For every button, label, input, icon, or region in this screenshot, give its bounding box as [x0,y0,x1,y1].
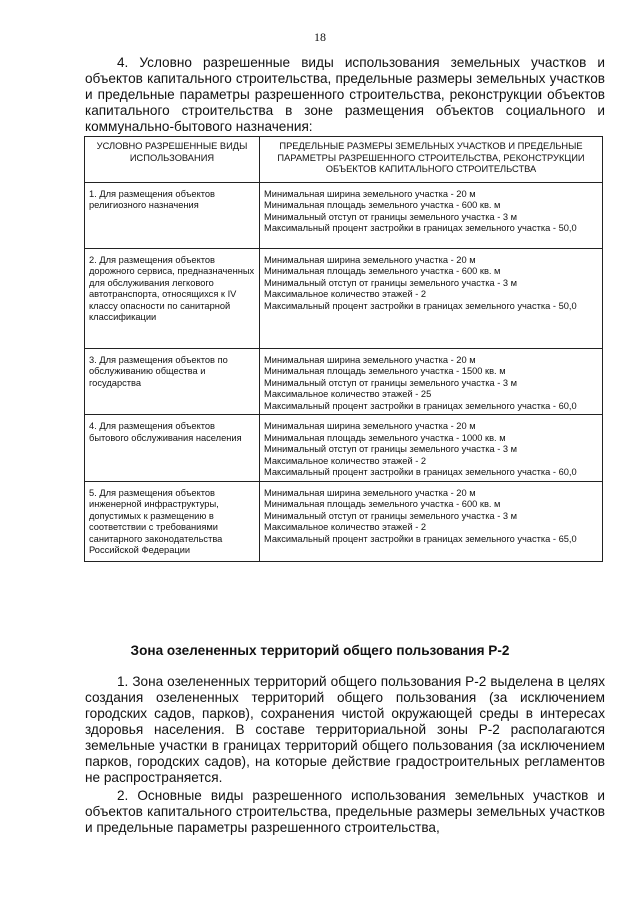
param-line: Минимальная площадь земельного участка - 1500 кв. м [264,366,506,376]
use-cell: 2. Для размещения объектов дорожного сервиса, предназначенных для обслуживания легкового автотранспорта, относящихся к IV классу опасности по санитарной классификации [85,248,260,348]
param-line: Минимальный отступ от границы земельного участка - 3 м [264,510,518,521]
param-line: Минимальная площадь земельного участка - 600 кв. м [264,266,501,276]
use-cell: 5. Для размещения объектов инженерной инфраструктуры, допустимых к размещению в соответствии с требованиями санитарного законодательства Российской Федерации [85,481,260,561]
table-row [85,415,603,482]
param-line: Максимальное количество этажей - 2 [264,522,427,532]
table-row [85,248,603,348]
param-line: Минимальный отступ от границы земельного участка - 3 м [264,377,518,388]
param-line: Минимальная ширина земельного участка - 20 м [264,188,476,199]
params-cell [260,248,603,348]
page-number: 18 [314,30,326,44]
param-line: Минимальная ширина земельного участка - 20 м [264,254,476,265]
param-line: Минимальный отступ от границы земельного участка - 3 м [264,211,518,222]
paragraph-zone-description: 1. Зона озелененных территорий общего пользования Р-2 выделена в целях создания озелененных территорий общего пользования (за исключением городских садов, парков), сохранения чистой окружающей среды в интересах здоровья населения. В составе территориальной зоны Р-2 располагаются земельные участки в границах территорий общего пользования (за исключением парков, городских садов), на которые действие градостроительных регламентов не распространяется. [85,674,605,785]
use-cell: 1. Для размещения объектов религиозного назначения [85,182,260,248]
param-line: Минимальная площадь земельного участка - 600 кв. м [264,200,501,210]
param-line: Минимальный отступ от границы земельного участка - 3 м [264,277,518,288]
header-permitted-uses: УСЛОВНО РАЗРЕШЕННЫЕ ВИДЫ ИСПОЛЬЗОВАНИЯ [85,137,260,183]
table-header-row [85,137,603,183]
param-line: Максимальный процент застройки в границах земельного участка - 50,0 [264,223,577,233]
param-line: Минимальная ширина земельного участка - 20 м [264,421,476,431]
param-line: Максимальное количество этажей - 2 [264,289,427,299]
section-heading: Зона озелененных территорий общего пользования Р-2 [130,643,510,658]
param-line: Максимальный процент застройки в границах земельного участка - 50,0 [264,300,577,311]
params-cell [260,415,603,482]
param-line: Максимальное количество этажей - 2 [264,455,427,466]
params-cell [260,182,603,248]
param-line: Минимальная площадь земельного участка - 600 кв. м [264,499,501,509]
param-line: Минимальная ширина земельного участка - 20 м [264,354,476,365]
paragraph-permitted-uses: 2. Основные виды разрешенного использования земельных участков и объектов капитального строительства, предельные размеры земельных участков и предельные параметры разрешенного строительства, [85,788,605,835]
param-line: Минимальный отступ от границы земельного участка - 3 м [264,444,518,454]
use-cell: 3. Для размещения объектов по обслуживанию общества и государства [85,348,260,415]
param-line: Минимальная площадь земельного участка - 1000 кв. м [264,432,506,443]
param-line: Максимальное количество этажей - 25 [264,389,432,399]
param-line: Максимальный процент застройки в границах земельного участка - 60,0 [264,400,577,411]
param-line: Максимальный процент застройки в границах земельного участка - 65,0 [264,533,577,544]
permitted-uses-table [84,136,603,562]
params-cell [260,348,603,415]
params-cell [260,481,603,561]
table-row [85,182,603,248]
intro-paragraph: 4. Условно разрешенные виды использования земельных участков и объектов капитального строительства, предельные размеры земельных участков и предельные параметры разрешенного строительства, реконструкции объектов капитального строительства в зоне размещения объектов социального и коммунально-бытового назначения: [85,55,605,134]
use-cell: 4. Для размещения объектов бытового обслуживания населения [85,415,260,482]
param-line: Максимальный процент застройки в границах земельного участка - 60,0 [264,467,577,477]
table-row [85,348,603,415]
header-limit-parameters: ПРЕДЕЛЬНЫЕ РАЗМЕРЫ ЗЕМЕЛЬНЫХ УЧАСТКОВ И ПРЕДЕЛЬНЫЕ ПАРАМЕТРЫ РАЗРЕШЕННОГО СТРОИТЕЛЬСТВА, РЕКОНСТРУКЦИИ ОБЪЕКТОВ КАПИТАЛЬНОГО СТРОИТЕЛЬСТВА [260,137,603,183]
param-line: Минимальная ширина земельного участка - 20 м [264,487,476,498]
table-row [85,481,603,561]
